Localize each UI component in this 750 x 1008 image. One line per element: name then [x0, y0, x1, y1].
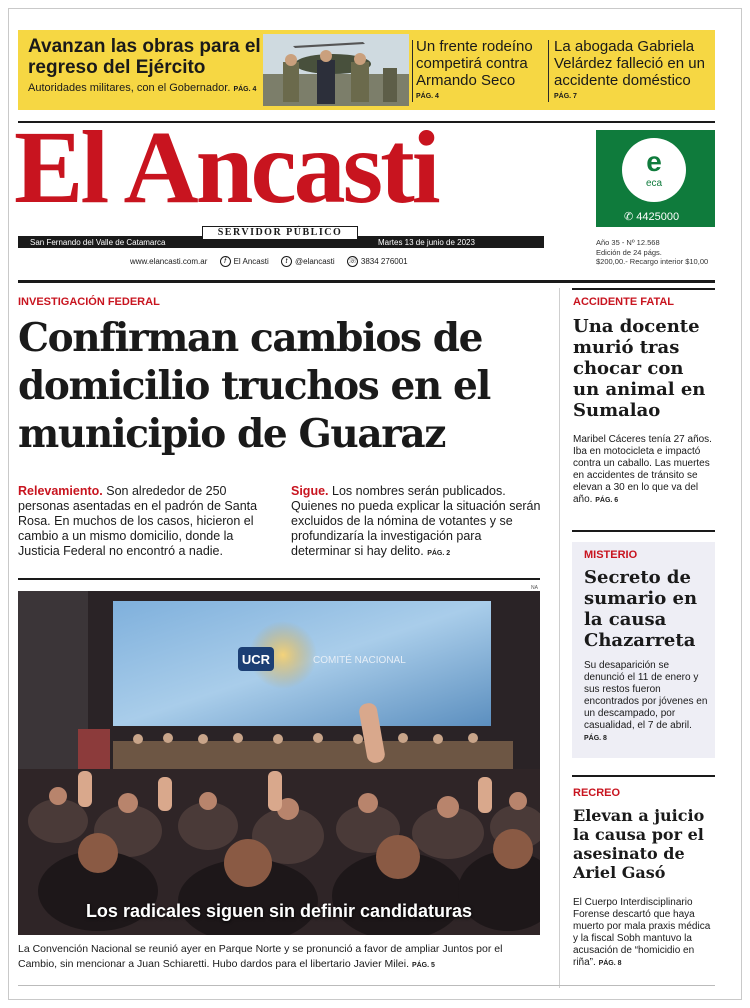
ucr-logo: UCR — [241, 652, 271, 667]
lead-headline[interactable]: Confirman cambios de domicilio truchos en el municipio de Guaraz — [18, 315, 490, 457]
teaser-strip — [18, 30, 715, 110]
sidebar-story-3-body: El Cuerpo Interdisciplinario Forense descartó que haya muerto por mala praxis médica y la fiscal Sobh mantuvo la acusación de “homicidio en riña”. — [573, 897, 711, 968]
twitter-label: @elancasti — [294, 256, 335, 266]
website-link[interactable]: www.elancasti.com.ar — [130, 256, 208, 266]
lead-column-1 — [18, 484, 273, 559]
comite-nacional-text: COMITÉ NACIONAL — [313, 655, 406, 666]
masthead-location: San Fernando del Valle de Catamarca — [30, 238, 166, 247]
eca-brand: eca — [645, 178, 663, 189]
masthead-slogan: SERVIDOR PÚBLICO — [202, 226, 358, 240]
lead-kicker: INVESTIGACIÓN FEDERAL — [18, 296, 160, 308]
eca-logo-icon — [622, 138, 686, 202]
sidebar-story-2-kicker: MISTERIO — [584, 549, 638, 561]
eca-advertisement[interactable] — [596, 130, 715, 227]
facebook-link[interactable] — [220, 257, 269, 266]
convention-photo-image — [18, 591, 540, 935]
photo-top-rule — [18, 578, 540, 580]
sidebar-story-1-body: Maribel Cáceres tenía 27 años. Iba en motocicleta e impactó contra un caballo. Las muertes en accidentes de tránsito se elevan a 30 en lo que va del año. — [573, 434, 712, 505]
facebook-label: El Ancasti — [233, 256, 269, 266]
lead-column-2-page: PÁG. 2 — [427, 550, 451, 557]
eca-phone-number: 4425000 — [636, 211, 680, 223]
whatsapp-icon: ☏ — [348, 258, 357, 265]
edition-pages: Edición de 24 págs. — [596, 247, 662, 257]
eca-phone: ✆ 4425000 — [624, 211, 680, 223]
lead-column-2 — [291, 484, 541, 561]
lead-column-2-lead: Sigue. — [291, 484, 329, 498]
sidebar-story-1-kicker: ACCIDENTE FATAL — [573, 296, 675, 308]
photo-caption-text: La Convención Nacional se reunió ayer en Parque Norte y se pronunció a favor de ampliar Juntos por el Cambio, sin mencionar a Juan Schiaretti. Hubo dardos para el libertario Javier Milei. — [18, 943, 503, 970]
sidebar-story-3-kicker: RECREO — [573, 787, 621, 799]
sidebar-story-3-title[interactable]: Elevan a juicio la causa por el asesinato de Ariel Gasó — [573, 806, 705, 882]
edition-number: Año 35 - Nº 12.568 — [596, 238, 660, 247]
teaser-third-page: PÁG. 7 — [554, 93, 577, 100]
sidebar-story-1-page: PÁG. 6 — [595, 497, 619, 504]
edition-info — [596, 238, 721, 267]
teaser-second-title[interactable]: Un frente rodeíno competirá contra Armando Seco — [416, 38, 533, 89]
masthead-date: Martes 13 de junio de 2023 — [378, 238, 475, 247]
teaser-photo[interactable] — [263, 34, 409, 106]
convention-photo[interactable] — [18, 591, 540, 935]
lead-column-2-text: Los nombres serán publicados. Quienes no pueda explicar la situación serán excluidos de la nómina de votantes y se profundizaría la investigación para determinar si hay delito. — [291, 484, 541, 558]
teaser-second[interactable] — [416, 38, 542, 100]
teaser-third-title[interactable]: La abogada Gabriela Velárdez falleció en un accidente doméstico — [554, 38, 705, 89]
sidebar-story-2-page: PÁG. 8 — [584, 735, 607, 742]
sidebar-rule — [572, 530, 715, 532]
lead-column-1-lead: Relevamiento. — [18, 484, 103, 498]
twitter-link[interactable] — [281, 257, 335, 266]
teaser-divider — [548, 40, 549, 102]
edition-price: $200,00.- Recargo interior $10,00 — [596, 257, 709, 266]
teaser-main[interactable] — [28, 36, 263, 94]
sidebar-story-3-page: PÁG. 8 — [598, 960, 622, 967]
photo-credit: NA — [531, 585, 538, 591]
masthead-bottom-rule — [18, 280, 715, 283]
whatsapp-label: 3834 276001 — [360, 256, 408, 266]
photo-caption-page: PÁG. 5 — [411, 962, 435, 969]
twitter-icon: t — [281, 256, 292, 267]
column-divider — [559, 288, 560, 988]
teaser-main-text — [28, 82, 263, 94]
sidebar-story-2-title[interactable]: Secreto de sumario en la causa Chazarreta — [584, 567, 698, 651]
teaser-main-page: PÁG. 4 — [233, 86, 257, 93]
sidebar-rule — [572, 288, 715, 290]
teaser-main-summary: Autoridades militares, con el Gobernador. — [28, 82, 231, 94]
photo-caption — [18, 942, 544, 973]
sidebar-story-3-text — [573, 897, 715, 970]
sidebar-story-2-text — [584, 660, 710, 745]
teaser-divider — [412, 40, 413, 102]
whatsapp-link[interactable] — [347, 257, 408, 266]
sidebar-rule — [572, 775, 715, 777]
teaser-main-title[interactable]: Avanzan las obras para el regreso del Ejército — [28, 36, 261, 78]
sidebar-story-1-title[interactable]: Una docente murió tras chocar con un animal en Sumalao — [573, 316, 706, 421]
lead-column-1-text: Son alrededor de 250 personas asentadas en el padrón de Santa Rosa. En muchos de los casos, hicieron el cambio a un mismo domicilio, donde la Justicia Federal no encontró a nadie. — [18, 484, 258, 558]
military-photo-image — [263, 34, 409, 106]
sidebar-story-2-body: Su desaparición se denunció el 11 de enero y sus restos fueron encontrados por jóvenes en un descampado, por casualidad, el 7 de abril. — [584, 660, 708, 731]
contact-bar — [130, 256, 418, 267]
teaser-third[interactable] — [554, 38, 710, 100]
facebook-icon: f — [220, 256, 231, 267]
sidebar-story-1-text — [573, 434, 715, 507]
photo-headline[interactable]: Los radicales siguen sin definir candidaturas — [85, 901, 473, 921]
teaser-second-page: PÁG. 4 — [416, 93, 439, 100]
page-bottom-rule — [18, 985, 715, 986]
newspaper-logo[interactable]: El Ancasti — [14, 110, 438, 225]
eca-e-glyph: e — [646, 146, 662, 177]
